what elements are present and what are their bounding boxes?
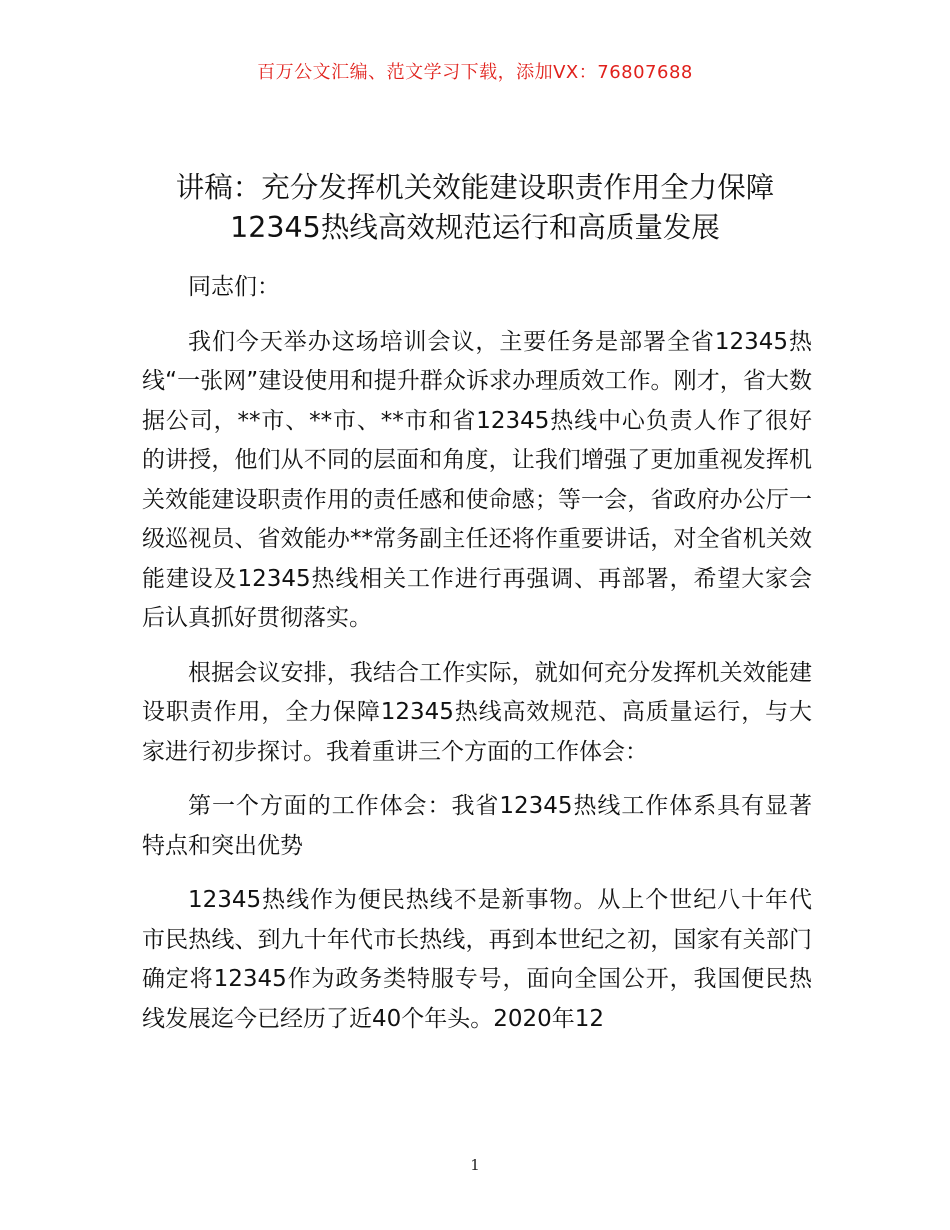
page-number: 1 — [470, 1156, 480, 1174]
document-body — [142, 268, 812, 1054]
paragraph-history: 12345热线作为便民热线不是新事物。从上个世纪八十年代市民热线、到九十年代市长热线，再到本世纪之初，国家有关部门确定将12345作为政务类特服专号，面向全国公开，我国便民热线发展迄今已经历了近40个年头。2020年12 — [142, 887, 812, 1032]
salutation: 同志们： — [188, 274, 280, 300]
paragraph-arrangement: 根据会议安排，我结合工作实际，就如何充分发挥机关效能建设职责作用，全力保障12345热线高效规范、高质量运行，与大家进行初步探讨。我着重讲三个方面的工作体会： — [142, 659, 812, 765]
header-promo-note: 百万公文汇编、范文学习下载，添加VX：76807688 — [257, 62, 693, 83]
paragraph-intro: 我们今天举办这场培训会议，主要任务是部署全省12345热线“一张网”建设使用和提升群众诉求办理质效工作。刚才，省大数据公司，**市、**市、**市和省12345热线中心负责人作了很好的讲授，他们从不同的层面和角度，让我们增强了更加重视发挥机关效能建设职责作用的责任感和使命感；等一会，省政府办公厅一级巡视员、省效能办**常务副主任还将作重要讲话，对全省机关效能建设及12345热线相关工作进行再强调、再部署，希望大家会后认真抓好贯彻落实。 — [142, 328, 812, 631]
document-title: 讲稿：充分发挥机关效能建设职责作用全力保障12345热线高效规范运行和高质量发展 — [175, 171, 775, 244]
section-heading-first: 第一个方面的工作体会：我省12345热线工作体系具有显著特点和突出优势 — [142, 793, 812, 859]
